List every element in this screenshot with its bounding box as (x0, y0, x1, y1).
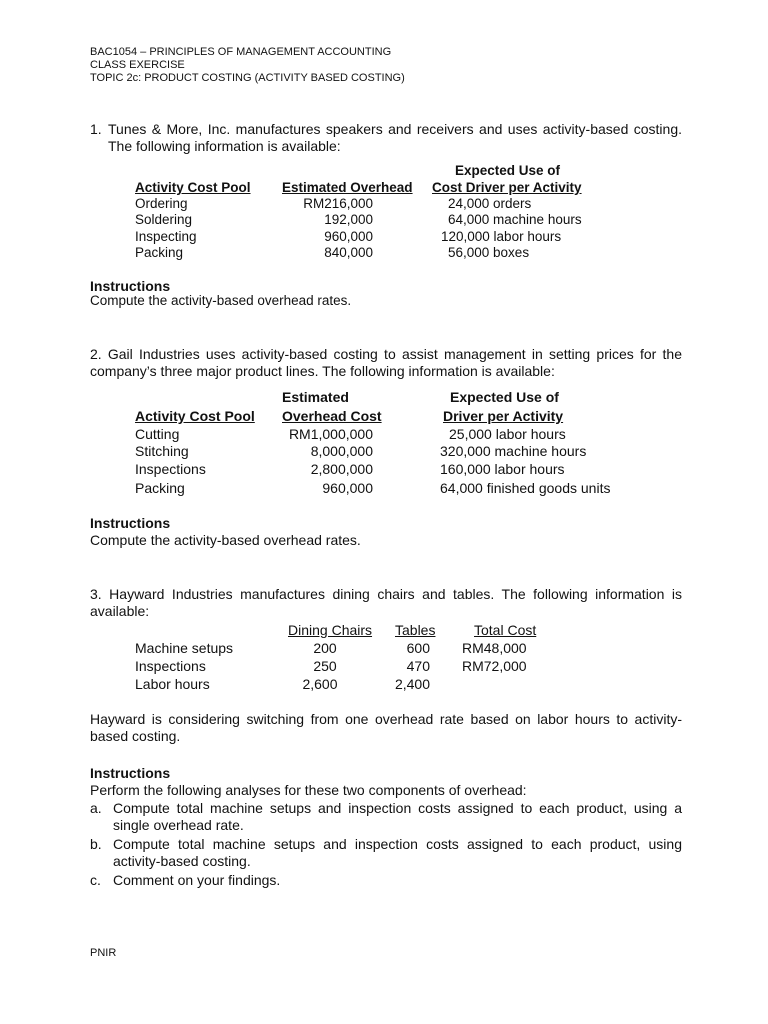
q3-row-tables: 2,400 (394, 676, 430, 692)
q2-instructions-title: Instructions (90, 515, 171, 531)
q2-row-overhead: 960,000 (322, 480, 373, 496)
list-item-label: c. (90, 872, 101, 888)
q2-col2-header: Overhead Cost (282, 408, 382, 424)
q3-row-total: RM72,000 (462, 658, 527, 674)
q1-row-overhead: 192,000 (324, 212, 373, 227)
q1-instructions: Compute the activity-based overhead rates. (90, 293, 352, 308)
q2-col2-top: Estimated (282, 389, 349, 405)
list-item-text: Compute total machine setups and inspection costs assigned to each product, using activity-based costing. (113, 836, 682, 869)
topic-title: TOPIC 2c: PRODUCT COSTING (ACTIVITY BASED COSTING) (90, 72, 405, 84)
footer-initials: PNIR (90, 947, 117, 959)
q2-row-pool: Stitching (135, 443, 189, 459)
q2-col1-header: Activity Cost Pool (135, 408, 255, 424)
q3-row-label: Inspections (135, 658, 206, 674)
q2-row-driver: 25,000 labor hours (449, 426, 566, 442)
q1-col1-header: Activity Cost Pool (135, 180, 251, 195)
q1-row-overhead: 840,000 (324, 245, 373, 260)
q1-row-overhead: RM216,000 (303, 196, 373, 211)
q3-row-label: Machine setups (135, 640, 234, 656)
q1-row-pool: Soldering (135, 212, 193, 227)
q1-row-driver: 56,000 boxes (448, 245, 530, 260)
q3-col1-header: Dining Chairs (288, 622, 373, 638)
q2-row-pool: Packing (135, 480, 185, 496)
q1-col3-top: Expected Use of (455, 163, 561, 178)
q3-row-tables: 470 (406, 658, 430, 674)
q3-list-item (90, 800, 682, 834)
list-item-text: Compute total machine setups and inspection costs assigned to each product, using a single overhead rate. (113, 800, 682, 833)
q3-row-label: Labor hours (135, 676, 210, 692)
q1-text: Tunes & More, Inc. manufactures speakers and receivers and uses activity-based costing. The following information is available: (108, 121, 682, 154)
q1-col3-header: Cost Driver per Activity (432, 180, 582, 195)
q2-col3-header: Driver per Activity (443, 408, 564, 424)
q2-row-pool: Inspections (135, 461, 206, 477)
q2-instructions: Compute the activity-based overhead rates. (90, 532, 361, 548)
list-item-text: Comment on your findings. (113, 872, 281, 888)
q1-instructions-title: Instructions (90, 278, 171, 294)
q3-instructions-title: Instructions (90, 765, 171, 781)
q1-row-driver: 64,000 machine hours (448, 212, 582, 227)
q3-row-chairs: 250 (313, 658, 337, 674)
q3-row-chairs: 200 (313, 640, 337, 656)
q1-row-overhead: 960,000 (324, 229, 373, 244)
q1-row-pool: Inspecting (135, 229, 197, 244)
q3-list-item (90, 872, 682, 889)
q1-row-driver: 120,000 labor hours (441, 229, 562, 244)
list-item-label: b. (90, 836, 102, 852)
q3-row-tables: 600 (406, 640, 430, 656)
course-title: BAC1054 – PRINCIPLES OF MANAGEMENT ACCOUNTING (90, 46, 392, 58)
list-item-label: a. (90, 800, 102, 816)
q1-row-driver: 24,000 orders (448, 196, 532, 211)
q3-row-total: RM48,000 (462, 640, 527, 656)
q1-row-pool: Ordering (135, 196, 188, 211)
q3-text: 3. Hayward Industries manufactures dining chairs and tables. The following information is available: (90, 586, 682, 619)
q2-row-driver: 64,000 finished goods units (440, 480, 611, 496)
q2-row-overhead: 8,000,000 (310, 443, 373, 459)
q2-col3-top: Expected Use of (450, 389, 559, 405)
q3-col2-header: Tables (395, 622, 436, 638)
q2-row-driver: 160,000 labor hours (440, 461, 565, 477)
exercise-title: CLASS EXERCISE (90, 59, 185, 71)
q2-row-driver: 320,000 machine hours (440, 443, 587, 459)
q1-col2-header: Estimated Overhead (282, 180, 413, 195)
q3-instructions-intro: Perform the following analyses for these two components of overhead: (90, 782, 527, 798)
q3-col3-header: Total Cost (474, 622, 537, 638)
q2-row-overhead: 2,800,000 (310, 461, 373, 477)
q1-number: 1. (90, 121, 102, 137)
q2-row-pool: Cutting (135, 426, 180, 442)
q3-row-chairs: 2,600 (302, 676, 338, 692)
q3-text2: Hayward is considering switching from one overhead rate based on labor hours to activity-based costing. (90, 711, 682, 744)
q1-row-pool: Packing (135, 245, 184, 260)
q3-list-item (90, 836, 682, 870)
q2-row-overhead: RM1,000,000 (288, 426, 373, 442)
q2-text: 2. Gail Industries uses activity-based costing to assist management in setting prices for the company’s three major product lines. The following information is available: (90, 346, 682, 379)
